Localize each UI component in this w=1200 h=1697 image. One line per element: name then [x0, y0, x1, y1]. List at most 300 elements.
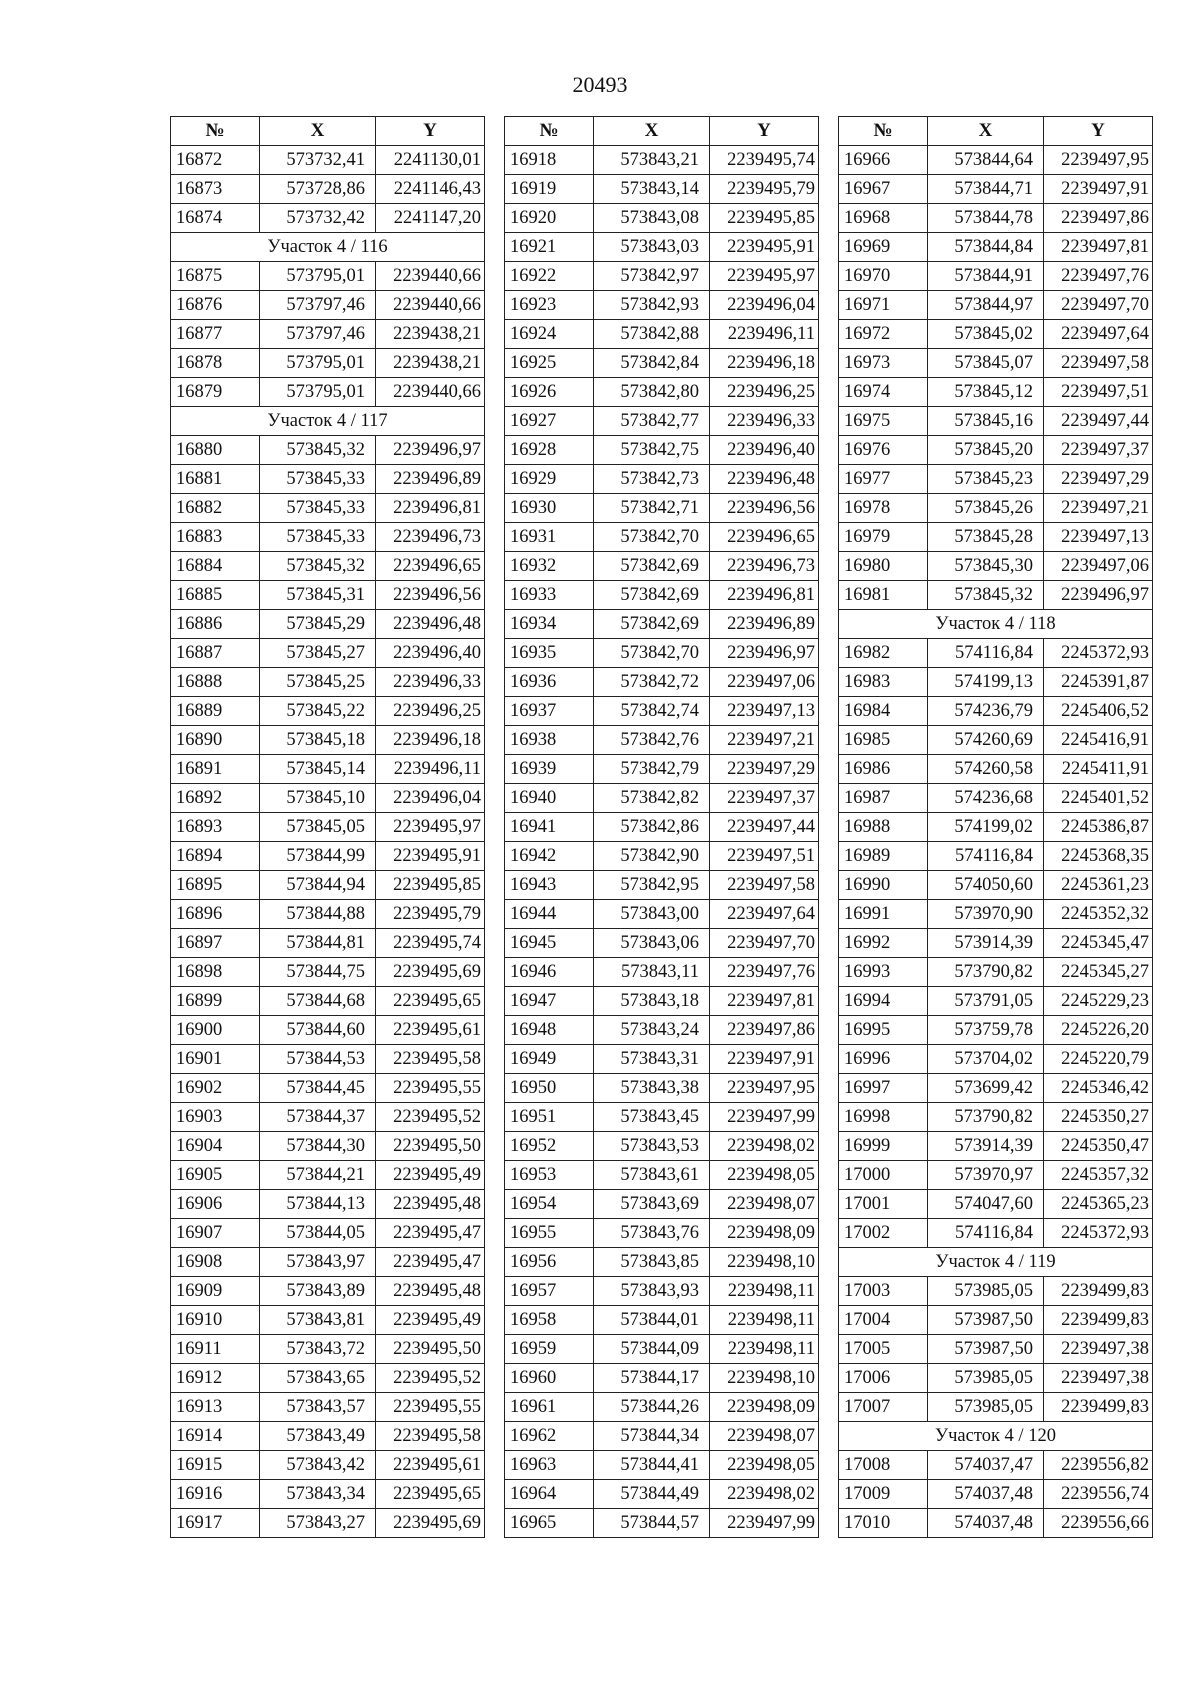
cell-y: 2239438,21	[376, 320, 485, 349]
cell-number: 16967	[839, 175, 928, 204]
table-row	[839, 929, 1153, 958]
table-row	[505, 1277, 819, 1306]
cell-x: 574199,13	[928, 668, 1044, 697]
cell-y: 2239497,86	[1044, 204, 1153, 233]
cell-x: 573843,11	[594, 958, 710, 987]
cell-x: 573842,86	[594, 813, 710, 842]
cell-number: 16946	[505, 958, 594, 987]
cell-y: 2239495,52	[376, 1364, 485, 1393]
cell-x: 574037,47	[928, 1451, 1044, 1480]
cell-x: 573844,75	[260, 958, 376, 987]
table-row	[839, 262, 1153, 291]
cell-y: 2239496,40	[376, 639, 485, 668]
cell-number: 16985	[839, 726, 928, 755]
section-row	[171, 407, 485, 436]
cell-y: 2239497,99	[710, 1509, 819, 1538]
cell-x: 573842,73	[594, 465, 710, 494]
section-row	[839, 1422, 1153, 1451]
cell-x: 573843,81	[260, 1306, 376, 1335]
cell-x: 573845,29	[260, 610, 376, 639]
table-row	[839, 1364, 1153, 1393]
cell-y: 2239497,58	[710, 871, 819, 900]
cell-number: 16955	[505, 1219, 594, 1248]
cell-number: 16906	[171, 1190, 260, 1219]
cell-y: 2239497,51	[1044, 378, 1153, 407]
cell-number: 16929	[505, 465, 594, 494]
cell-number: 16943	[505, 871, 594, 900]
cell-y: 2239495,79	[710, 175, 819, 204]
table-row	[505, 842, 819, 871]
table-row	[505, 523, 819, 552]
cell-y: 2239496,65	[376, 552, 485, 581]
table-row	[505, 349, 819, 378]
table-row	[839, 755, 1153, 784]
cell-number: 17005	[839, 1335, 928, 1364]
cell-number: 16879	[171, 378, 260, 407]
table-row	[171, 552, 485, 581]
table-row	[839, 1277, 1153, 1306]
cell-y: 2239495,74	[710, 146, 819, 175]
table-row	[171, 1509, 485, 1538]
table-row	[505, 262, 819, 291]
cell-x: 573844,01	[594, 1306, 710, 1335]
table-row	[171, 1103, 485, 1132]
cell-number: 17010	[839, 1509, 928, 1538]
cell-x: 574047,60	[928, 1190, 1044, 1219]
cell-y: 2245416,91	[1044, 726, 1153, 755]
cell-x: 573795,01	[260, 378, 376, 407]
cell-number: 16962	[505, 1422, 594, 1451]
cell-y: 2239496,73	[710, 552, 819, 581]
cell-y: 2239496,18	[376, 726, 485, 755]
cell-x: 573845,27	[260, 639, 376, 668]
table-row	[171, 523, 485, 552]
cell-x: 573842,70	[594, 523, 710, 552]
cell-x: 573843,42	[260, 1451, 376, 1480]
cell-x: 573844,49	[594, 1480, 710, 1509]
cell-number: 16907	[171, 1219, 260, 1248]
cell-number: 16903	[171, 1103, 260, 1132]
cell-number: 16979	[839, 523, 928, 552]
cell-y: 2239495,55	[376, 1074, 485, 1103]
table-row	[171, 1045, 485, 1074]
cell-number: 16875	[171, 262, 260, 291]
coordinate-table-left	[170, 116, 485, 1538]
table-row	[505, 407, 819, 436]
table-row	[171, 1074, 485, 1103]
cell-x: 573842,93	[594, 291, 710, 320]
cell-x: 573987,50	[928, 1335, 1044, 1364]
cell-y: 2239496,73	[376, 523, 485, 552]
cell-x: 573844,71	[928, 175, 1044, 204]
cell-y: 2239556,82	[1044, 1451, 1153, 1480]
cell-x: 573845,25	[260, 668, 376, 697]
cell-x: 574236,79	[928, 697, 1044, 726]
cell-x: 573914,39	[928, 929, 1044, 958]
cell-y: 2239497,51	[710, 842, 819, 871]
cell-number: 16941	[505, 813, 594, 842]
cell-y: 2239496,97	[376, 436, 485, 465]
cell-y: 2239498,11	[710, 1335, 819, 1364]
cell-y: 2245346,42	[1044, 1074, 1153, 1103]
header-x: X	[260, 117, 376, 146]
cell-x: 573843,65	[260, 1364, 376, 1393]
cell-x: 573790,82	[928, 1103, 1044, 1132]
table-row	[505, 465, 819, 494]
cell-x: 573732,41	[260, 146, 376, 175]
cell-x: 573843,69	[594, 1190, 710, 1219]
cell-y: 2239495,74	[376, 929, 485, 958]
cell-y: 2245345,27	[1044, 958, 1153, 987]
table-row	[171, 929, 485, 958]
cell-x: 573842,80	[594, 378, 710, 407]
table-row	[171, 1306, 485, 1335]
cell-x: 573970,97	[928, 1161, 1044, 1190]
cell-y: 2239495,79	[376, 900, 485, 929]
cell-y: 2239496,89	[710, 610, 819, 639]
table-row	[505, 639, 819, 668]
cell-y: 2239496,48	[376, 610, 485, 639]
cell-y: 2239497,76	[710, 958, 819, 987]
cell-x: 573842,95	[594, 871, 710, 900]
cell-number: 16964	[505, 1480, 594, 1509]
table-row	[505, 871, 819, 900]
section-title: Участок 4 / 117	[171, 407, 485, 436]
cell-x: 573845,12	[928, 378, 1044, 407]
cell-y: 2239495,48	[376, 1277, 485, 1306]
table-row	[171, 465, 485, 494]
cell-number: 16872	[171, 146, 260, 175]
table-row	[839, 465, 1153, 494]
cell-x: 573844,41	[594, 1451, 710, 1480]
cell-y: 2239495,69	[376, 958, 485, 987]
cell-number: 16925	[505, 349, 594, 378]
table-row	[839, 1306, 1153, 1335]
cell-number: 16897	[171, 929, 260, 958]
cell-y: 2245350,27	[1044, 1103, 1153, 1132]
section-row	[839, 1248, 1153, 1277]
table-row	[505, 900, 819, 929]
page-number: 20493	[572, 72, 628, 97]
cell-x: 573845,28	[928, 523, 1044, 552]
cell-x: 573845,32	[928, 581, 1044, 610]
cell-y: 2239556,74	[1044, 1480, 1153, 1509]
cell-x: 574050,60	[928, 871, 1044, 900]
cell-x: 573842,90	[594, 842, 710, 871]
cell-x: 573844,68	[260, 987, 376, 1016]
cell-x: 573844,05	[260, 1219, 376, 1248]
table-row	[839, 1219, 1153, 1248]
table-row	[505, 436, 819, 465]
cell-x: 573914,39	[928, 1132, 1044, 1161]
cell-x: 573843,49	[260, 1422, 376, 1451]
table-row	[171, 1335, 485, 1364]
table-row	[505, 1219, 819, 1248]
cell-x: 573842,74	[594, 697, 710, 726]
header-y: Y	[376, 117, 485, 146]
cell-number: 16966	[839, 146, 928, 175]
cell-number: 16938	[505, 726, 594, 755]
table-row	[505, 1248, 819, 1277]
cell-x: 573985,05	[928, 1364, 1044, 1393]
cell-x: 573845,10	[260, 784, 376, 813]
cell-number: 16876	[171, 291, 260, 320]
cell-number: 16930	[505, 494, 594, 523]
cell-y: 2239497,91	[710, 1045, 819, 1074]
cell-number: 16944	[505, 900, 594, 929]
cell-y: 2239497,13	[1044, 523, 1153, 552]
cell-number: 16977	[839, 465, 928, 494]
cell-x: 573842,76	[594, 726, 710, 755]
cell-number: 16984	[839, 697, 928, 726]
cell-x: 573699,42	[928, 1074, 1044, 1103]
cell-y: 2245357,32	[1044, 1161, 1153, 1190]
cell-number: 17006	[839, 1364, 928, 1393]
cell-number: 16939	[505, 755, 594, 784]
cell-number: 16900	[171, 1016, 260, 1045]
cell-number: 16994	[839, 987, 928, 1016]
table-row	[171, 1016, 485, 1045]
table-row	[505, 1422, 819, 1451]
cell-x: 573970,90	[928, 900, 1044, 929]
cell-x: 574260,69	[928, 726, 1044, 755]
cell-y: 2239497,38	[1044, 1364, 1153, 1393]
cell-x: 573795,01	[260, 349, 376, 378]
cell-number: 16917	[171, 1509, 260, 1538]
table-row	[839, 1132, 1153, 1161]
cell-y: 2239498,09	[710, 1219, 819, 1248]
cell-x: 573844,37	[260, 1103, 376, 1132]
table-row	[839, 1074, 1153, 1103]
cell-y: 2239497,21	[1044, 494, 1153, 523]
table-row	[171, 494, 485, 523]
table-row	[839, 784, 1153, 813]
cell-number: 16932	[505, 552, 594, 581]
cell-number: 16953	[505, 1161, 594, 1190]
cell-y: 2239495,61	[376, 1016, 485, 1045]
section-title: Участок 4 / 120	[839, 1422, 1153, 1451]
cell-x: 573845,32	[260, 552, 376, 581]
cell-number: 16987	[839, 784, 928, 813]
cell-number: 16889	[171, 697, 260, 726]
cell-number: 17001	[839, 1190, 928, 1219]
cell-number: 16912	[171, 1364, 260, 1393]
cell-number: 16991	[839, 900, 928, 929]
cell-number: 16914	[171, 1422, 260, 1451]
cell-number: 16877	[171, 320, 260, 349]
cell-number: 16878	[171, 349, 260, 378]
cell-y: 2245406,52	[1044, 697, 1153, 726]
cell-x: 573842,77	[594, 407, 710, 436]
table-row	[505, 1103, 819, 1132]
cell-y: 2239495,58	[376, 1045, 485, 1074]
cell-number: 16974	[839, 378, 928, 407]
cell-y: 2239495,91	[376, 842, 485, 871]
table-row	[839, 291, 1153, 320]
cell-y: 2239496,33	[710, 407, 819, 436]
cell-number: 16937	[505, 697, 594, 726]
cell-number: 16898	[171, 958, 260, 987]
table-row	[505, 1045, 819, 1074]
cell-number: 16951	[505, 1103, 594, 1132]
cell-y: 2239498,05	[710, 1161, 819, 1190]
cell-number: 16981	[839, 581, 928, 610]
cell-x: 573845,18	[260, 726, 376, 755]
cell-y: 2239496,81	[710, 581, 819, 610]
cell-x: 573844,57	[594, 1509, 710, 1538]
cell-x: 573791,05	[928, 987, 1044, 1016]
cell-x: 573843,45	[594, 1103, 710, 1132]
cell-y: 2245361,23	[1044, 871, 1153, 900]
cell-y: 2245365,23	[1044, 1190, 1153, 1219]
cell-number: 16999	[839, 1132, 928, 1161]
cell-y: 2245226,20	[1044, 1016, 1153, 1045]
table-row	[839, 204, 1153, 233]
cell-y: 2245368,35	[1044, 842, 1153, 871]
cell-y: 2239496,25	[710, 378, 819, 407]
table-row	[839, 1016, 1153, 1045]
cell-x: 573843,34	[260, 1480, 376, 1509]
table-row	[171, 146, 485, 175]
cell-x: 573985,05	[928, 1393, 1044, 1422]
cell-y: 2239497,29	[710, 755, 819, 784]
cell-y: 2241130,01	[376, 146, 485, 175]
table-row	[839, 639, 1153, 668]
cell-number: 16960	[505, 1364, 594, 1393]
cell-y: 2245386,87	[1044, 813, 1153, 842]
cell-number: 16965	[505, 1509, 594, 1538]
cell-x: 573845,14	[260, 755, 376, 784]
table-row	[505, 755, 819, 784]
cell-x: 573843,93	[594, 1277, 710, 1306]
cell-x: 573844,26	[594, 1393, 710, 1422]
cell-y: 2239495,91	[710, 233, 819, 262]
cell-x: 573844,34	[594, 1422, 710, 1451]
cell-x: 573844,60	[260, 1016, 376, 1045]
cell-number: 16913	[171, 1393, 260, 1422]
cell-y: 2239495,55	[376, 1393, 485, 1422]
cell-x: 573845,05	[260, 813, 376, 842]
cell-number: 16924	[505, 320, 594, 349]
table-row	[505, 320, 819, 349]
cell-number: 16931	[505, 523, 594, 552]
section-title: Участок 4 / 119	[839, 1248, 1153, 1277]
cell-x: 574116,84	[928, 639, 1044, 668]
cell-y: 2239497,21	[710, 726, 819, 755]
cell-number: 16920	[505, 204, 594, 233]
cell-x: 573843,06	[594, 929, 710, 958]
cell-y: 2239496,56	[376, 581, 485, 610]
cell-number: 17007	[839, 1393, 928, 1422]
cell-y: 2239496,65	[710, 523, 819, 552]
table-row	[171, 1190, 485, 1219]
cell-x: 573845,07	[928, 349, 1044, 378]
cell-number: 16973	[839, 349, 928, 378]
cell-number: 16885	[171, 581, 260, 610]
table-header-row	[839, 117, 1153, 146]
table-row	[171, 610, 485, 639]
cell-y: 2239496,11	[710, 320, 819, 349]
cell-number: 16975	[839, 407, 928, 436]
cell-y: 2239497,64	[710, 900, 819, 929]
table-row	[505, 784, 819, 813]
cell-number: 16928	[505, 436, 594, 465]
cell-number: 16887	[171, 639, 260, 668]
cell-y: 2245391,87	[1044, 668, 1153, 697]
cell-y: 2239497,44	[710, 813, 819, 842]
cell-number: 16884	[171, 552, 260, 581]
cell-number: 16921	[505, 233, 594, 262]
cell-y: 2239496,18	[710, 349, 819, 378]
cell-x: 573844,09	[594, 1335, 710, 1364]
cell-number: 16940	[505, 784, 594, 813]
cell-x: 573844,13	[260, 1190, 376, 1219]
table-row	[505, 1451, 819, 1480]
table-row	[839, 523, 1153, 552]
table-row	[505, 1132, 819, 1161]
cell-x: 573842,84	[594, 349, 710, 378]
cell-number: 16952	[505, 1132, 594, 1161]
table-row	[505, 1393, 819, 1422]
cell-number: 16945	[505, 929, 594, 958]
table-row	[171, 581, 485, 610]
table-row	[505, 1480, 819, 1509]
cell-number: 17003	[839, 1277, 928, 1306]
table-row	[505, 1364, 819, 1393]
table-row	[171, 1364, 485, 1393]
cell-number: 16899	[171, 987, 260, 1016]
table-row	[839, 1045, 1153, 1074]
cell-y: 2239497,70	[1044, 291, 1153, 320]
cell-number: 16986	[839, 755, 928, 784]
cell-x: 573759,78	[928, 1016, 1044, 1045]
cell-number: 16978	[839, 494, 928, 523]
cell-number: 16919	[505, 175, 594, 204]
cell-number: 16874	[171, 204, 260, 233]
cell-x: 573842,79	[594, 755, 710, 784]
cell-y: 2239498,10	[710, 1364, 819, 1393]
table-row	[171, 784, 485, 813]
cell-x: 573844,64	[928, 146, 1044, 175]
cell-y: 2239497,81	[1044, 233, 1153, 262]
cell-y: 2239496,25	[376, 697, 485, 726]
cell-number: 16989	[839, 842, 928, 871]
table-row	[839, 1103, 1153, 1132]
table-row	[171, 958, 485, 987]
cell-x: 573843,27	[260, 1509, 376, 1538]
cell-number: 16891	[171, 755, 260, 784]
cell-y: 2239495,47	[376, 1219, 485, 1248]
cell-number: 16883	[171, 523, 260, 552]
cell-x: 573845,22	[260, 697, 376, 726]
cell-y: 2239498,09	[710, 1393, 819, 1422]
cell-number: 16947	[505, 987, 594, 1016]
cell-number: 16888	[171, 668, 260, 697]
table-row	[171, 842, 485, 871]
table-row	[171, 1422, 485, 1451]
cell-y: 2239495,49	[376, 1306, 485, 1335]
cell-number: 16971	[839, 291, 928, 320]
cell-x: 573845,33	[260, 494, 376, 523]
cell-number: 17004	[839, 1306, 928, 1335]
cell-y: 2239496,11	[376, 755, 485, 784]
cell-number: 16959	[505, 1335, 594, 1364]
cell-x: 573845,33	[260, 523, 376, 552]
table-row	[505, 233, 819, 262]
table-row	[839, 349, 1153, 378]
table-row	[505, 1074, 819, 1103]
cell-number: 16950	[505, 1074, 594, 1103]
